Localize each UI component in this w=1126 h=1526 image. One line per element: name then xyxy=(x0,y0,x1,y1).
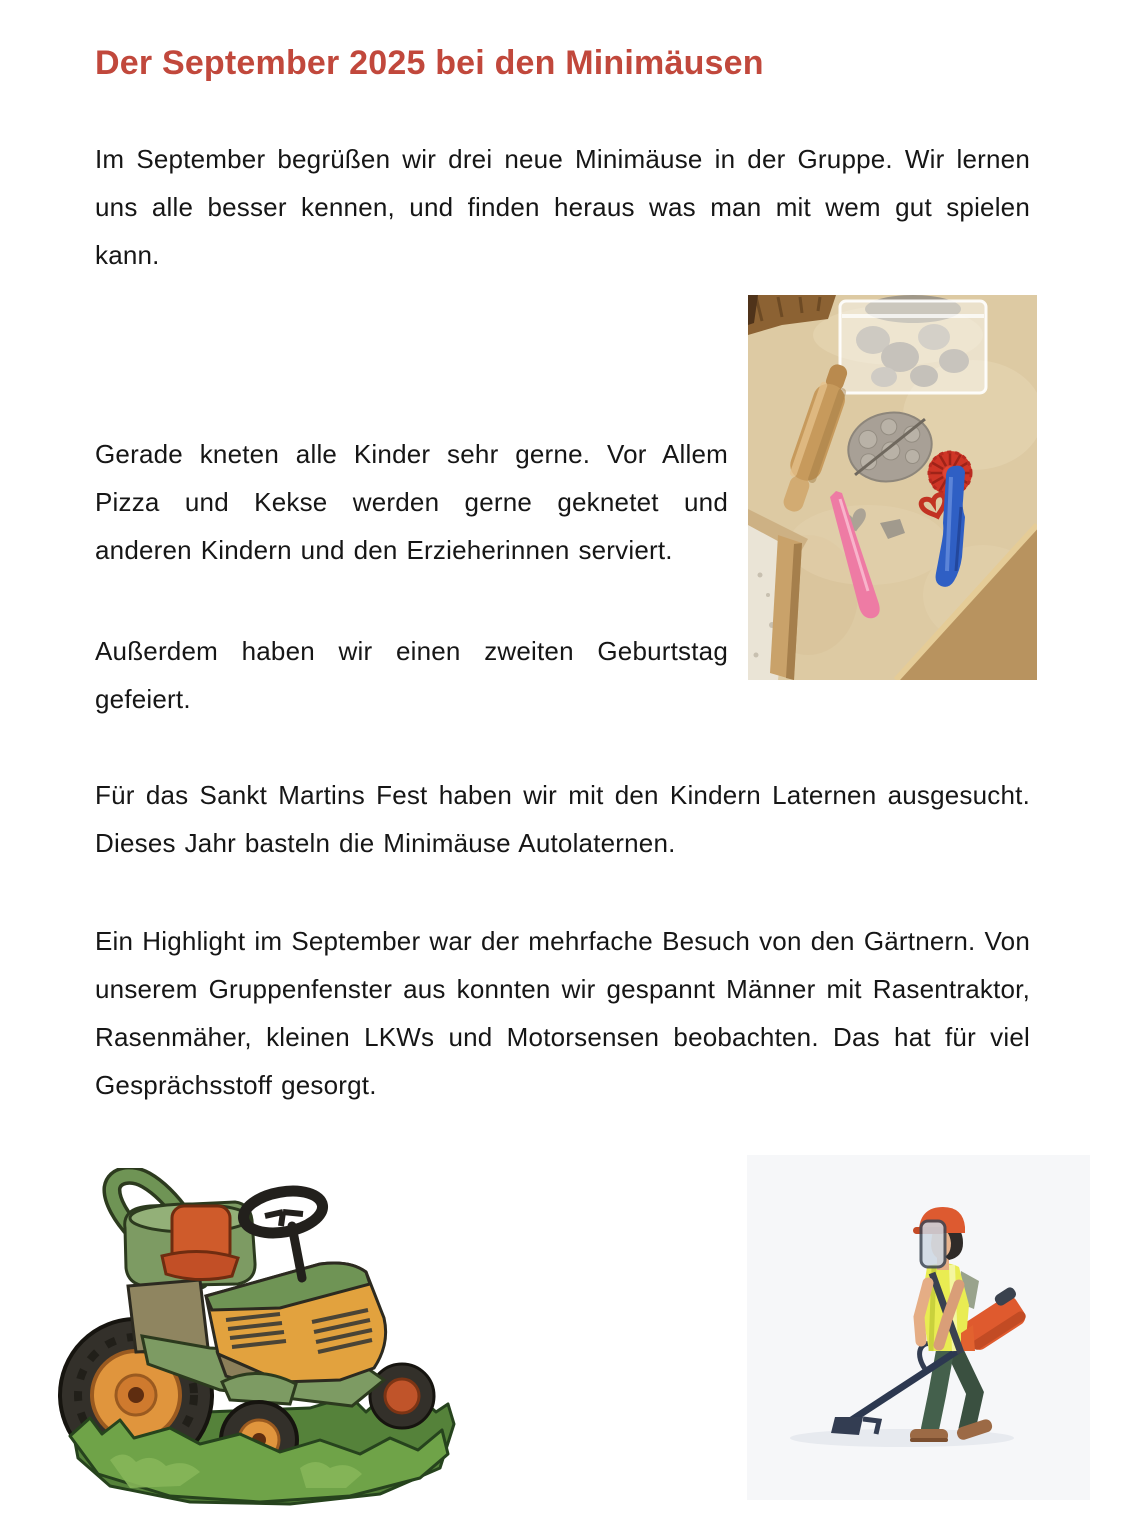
right-wheel xyxy=(370,1364,434,1428)
paragraph-intro: Im September begrüßen wir drei neue Minimäuse in der Gruppe. Wir lernen uns alle besser kennen, und finden heraus was man mit wem gut spielen kann. xyxy=(95,144,1030,270)
paragraph-lanterns: Für das Sankt Martins Fest haben wir mit den Kindern Laternen ausgesucht. Dieses Jahr basteln die Minimäuse Autolaternen. xyxy=(95,780,1030,858)
clay-box xyxy=(840,295,986,393)
seat xyxy=(162,1206,238,1280)
trimmer-illustration xyxy=(747,1155,1090,1500)
paragraph-kneading: Gerade kneten alle Kinder sehr gerne. Vor Allem Pizza und Kekse werden gerne geknetet und anderen Kindern und den Erzieherinnen serviert. xyxy=(95,439,728,565)
paragraph-gardeners: Ein Highlight im September war der mehrfache Besuch von den Gärtnern. Von unserem Gruppenfenster aus konnten wir gespannt Männer mit Rasentraktor, Rasenmäher, kleinen LKWs und Motorsensen beobachten. Das hat für viel Gesprächsstoff gesorgt. xyxy=(95,926,1030,1100)
playdough-photo xyxy=(748,295,1037,680)
trimmer-head xyxy=(831,1417,863,1435)
paragraph-birthday: Außerdem haben wir einen zweiten Geburtstag gefeiert. xyxy=(95,636,728,714)
face-shield xyxy=(921,1221,945,1267)
page-title: Der September 2025 bei den Minimäusen xyxy=(95,44,764,82)
mower-illustration xyxy=(50,1168,480,1508)
